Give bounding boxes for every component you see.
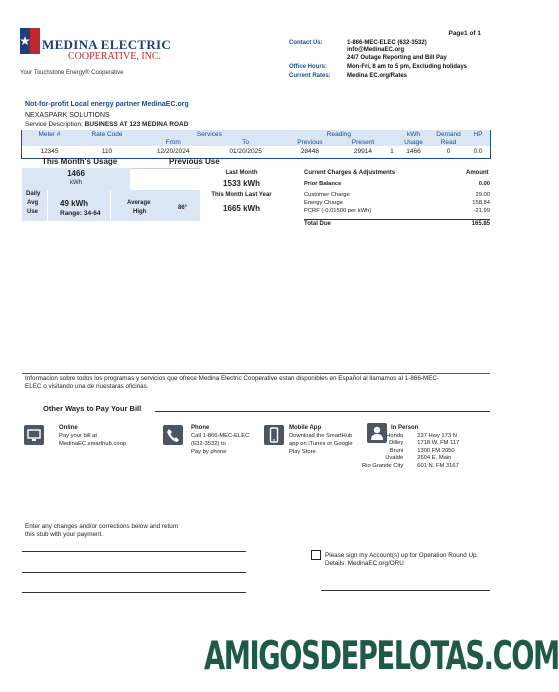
- charge-amount: -21.99: [473, 208, 490, 214]
- pay-online-title: Online: [59, 425, 78, 431]
- demand-read: 0: [446, 147, 451, 155]
- rate-code: 110: [101, 147, 113, 155]
- table-row: [22, 146, 490, 156]
- location-city: Rio Grande City: [362, 462, 404, 469]
- daily-label: Daily: [26, 191, 41, 197]
- service-description-value: BUSINESS AT 123 MEDINA ROAD: [84, 121, 189, 128]
- usage-header: Usage: [396, 138, 431, 146]
- watermark: AMIGOSDEPELOTAS.COM: [204, 634, 559, 679]
- pay-app-title: Mobile App: [289, 425, 322, 431]
- page-number: Page1 of 1: [448, 30, 481, 37]
- current-rates-link[interactable]: Medina EC.org/Rates: [347, 73, 408, 79]
- contact-email[interactable]: info@MedinaEC.org: [347, 47, 405, 53]
- high-label: High: [133, 209, 147, 215]
- daily-avg-value: 49 kWh: [60, 199, 89, 208]
- mobile-phone-icon: [264, 425, 284, 445]
- pay-phone-line: Pay by phone: [191, 449, 227, 455]
- service-description-label: Service Description:: [25, 121, 83, 128]
- phone-icon: [163, 425, 183, 445]
- contact-us-label: Contact Us:: [289, 40, 323, 46]
- contact-outage: 24/7 Outage Reporting and Bill Pay: [347, 55, 447, 61]
- list-item: [362, 440, 459, 448]
- charge-amount: 158.84: [472, 200, 490, 206]
- hp-header: HP: [466, 130, 490, 138]
- demand-header: Demand: [431, 130, 466, 138]
- kwh-usage: 1466: [406, 147, 421, 155]
- signature-line[interactable]: [321, 590, 490, 591]
- pay-divider: [155, 411, 490, 412]
- charge-amount: 29.00: [475, 192, 490, 198]
- charge-label: PCRF (-0.01500 per kWh): [304, 208, 372, 214]
- pay-inperson-title: In Person: [391, 425, 419, 431]
- office-locations: [362, 432, 459, 470]
- pay-phone-title: Phone: [191, 425, 210, 431]
- pay-online-line: Pay your bill at: [59, 433, 98, 439]
- location-city: Dilley: [389, 440, 404, 447]
- use-label: Use: [27, 209, 39, 215]
- table-row: [304, 180, 490, 188]
- charge-amount: 0.00: [478, 181, 490, 187]
- office-hours: Mon-Fri, 8 am to 5 pm, Excluding holidays: [347, 64, 468, 70]
- service-description: [25, 121, 188, 128]
- location-address: 1718 W. FM 117: [417, 440, 460, 447]
- table-row: [304, 207, 490, 215]
- previous-use-title: Previous Use: [169, 157, 220, 166]
- previous-header: Previous: [282, 138, 338, 146]
- stub-instructions-line: this stub with your payment.: [25, 531, 104, 538]
- round-up-link[interactable]: Details: MedinaEC.org/ORU: [325, 560, 404, 567]
- round-up-checkbox[interactable]: [311, 550, 321, 560]
- services-header: Services: [137, 130, 282, 138]
- customer-name: NEXASPARK SOLUTIONS: [25, 112, 110, 119]
- office-hours-label: Office Hours:: [289, 64, 328, 70]
- current-rates-label: Current Rates:: [289, 73, 331, 79]
- this-month-last-year-box: [200, 190, 283, 221]
- pay-app-line: Download the SmartHub: [289, 433, 353, 439]
- charge-label: Energy Charge: [304, 200, 343, 206]
- total-due-label: Total Due: [304, 221, 331, 227]
- hp-value: 0.0: [473, 147, 483, 155]
- logo-tagline: Your Touchstone Energy® Cooperative: [20, 70, 124, 76]
- this-month-usage-value: 1466: [67, 169, 85, 178]
- this-month-usage-box: [22, 168, 130, 190]
- location-address: 1300 FM 2050: [417, 447, 455, 454]
- read-header: Read: [431, 138, 466, 146]
- total-due-amount: 165.85: [471, 221, 490, 227]
- this-month-usage-unit: kWh: [70, 180, 82, 186]
- table-row: [304, 199, 490, 207]
- pay-app-line: app on iTunes or Google: [289, 441, 353, 447]
- average-label: Average: [127, 200, 151, 206]
- location-city: Hondo: [386, 432, 404, 439]
- last-month-value: 1533 kWh: [223, 179, 260, 188]
- charges-title: Current Charges & Adjustments: [304, 170, 396, 176]
- location-city: Bruni: [389, 447, 404, 454]
- total-divider: [304, 219, 490, 220]
- stub-instructions-line: Enter any changes and/or corrections below and return: [25, 523, 179, 530]
- location-city: Uvalde: [385, 455, 404, 462]
- avg-label: Avg: [27, 200, 39, 206]
- stub-instructions: [25, 523, 178, 539]
- service-to: 01/20/2025: [229, 147, 262, 155]
- reading-previous: 28448: [300, 147, 319, 155]
- round-up-text: [325, 552, 478, 568]
- charges-table: [304, 180, 490, 215]
- daily-range: Range: 34-64: [60, 210, 101, 217]
- monitor-icon: [24, 425, 44, 445]
- meter-table: [22, 130, 490, 156]
- kwh-header: kWh: [396, 130, 431, 138]
- rate-code-header: Rate Code: [77, 130, 137, 138]
- to-header: To: [209, 138, 281, 146]
- pay-phone-number[interactable]: Call 1-866-MEC-ELEC: [191, 433, 250, 439]
- pay-online-link[interactable]: MedinaEC.smarthub.coop: [59, 441, 127, 447]
- meter-header: Meter #: [22, 130, 77, 138]
- reading-present: 29914: [353, 147, 372, 155]
- average-high-temp: 86°: [178, 205, 188, 211]
- service-from: 12/20/2024: [156, 147, 190, 155]
- texas-flag-icon: [20, 28, 40, 54]
- change-entry-line[interactable]: [22, 551, 246, 552]
- from-header: From: [137, 138, 209, 146]
- round-up-line: Please sign my Account(s) up for Operation Round Up.: [325, 552, 479, 559]
- pay-app-line: Play Store: [289, 449, 316, 455]
- location-address: 2604 E. Main: [417, 455, 452, 462]
- spanish-notice: Informacion sobre todos los programas y servicios que ofrece Medina Electric Cooperative estan disponibles en Español al llamamos al 1-866-MEC-ELEC o visitando una de nuestaras oficinas.: [25, 375, 440, 390]
- charge-label: Prior Balance: [304, 181, 342, 187]
- logo-cooperative: COOPERATIVE, INC.: [68, 51, 162, 62]
- contact-phone[interactable]: 1-866-MEC-ELEC (632-3532): [347, 40, 427, 46]
- list-item: [362, 447, 459, 455]
- location-address: 601 N. FM 3167: [417, 462, 459, 469]
- multiplier: 1: [390, 147, 394, 155]
- this-month-last-year-value: 1665 kWh: [223, 204, 260, 213]
- location-address: 237 Hwy 173 N: [417, 432, 457, 439]
- this-month-last-year-label: This Month Last Year: [211, 192, 272, 198]
- logo-name: MEDINA ELECTRIC: [42, 37, 172, 52]
- last-month-label: Last Month: [225, 170, 258, 176]
- pay-phone-line: (632-3532) to: [191, 441, 226, 447]
- amount-header: Amount: [466, 170, 489, 176]
- this-month-usage-title: This Month's Usage: [42, 157, 118, 166]
- list-item: [362, 462, 459, 470]
- pay-title: Other Ways to Pay Your Bill: [43, 404, 142, 413]
- list-item: [362, 432, 459, 440]
- list-item: [362, 455, 459, 463]
- change-entry-line[interactable]: [22, 572, 246, 573]
- last-month-box: [200, 168, 283, 190]
- present-header: Present: [338, 138, 388, 146]
- change-entry-line[interactable]: [22, 592, 246, 593]
- table-row: [304, 191, 490, 199]
- charge-label: Customer Charge: [304, 192, 350, 198]
- notice-divider: [22, 373, 490, 374]
- reading-header: Reading: [282, 130, 396, 138]
- nonprofit-line: Not-for-profit Local energy partner MedinaEC.org: [25, 101, 189, 108]
- meter-number: 12345: [40, 147, 59, 155]
